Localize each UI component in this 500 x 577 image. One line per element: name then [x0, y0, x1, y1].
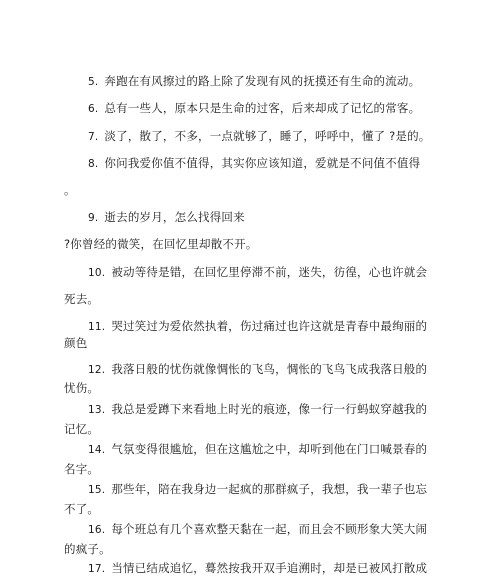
- item-number: 10.: [88, 267, 106, 279]
- item-number: 17.: [88, 563, 106, 575]
- item-text: 哭过笑过为爱依然执着，伤过痛过也许这就是青春中最绚丽的: [111, 319, 428, 333]
- item-text: 每个班总有几个喜欢整天黏在一起，而且会不顾形象大笑大闹: [111, 522, 428, 536]
- item-number: 16.: [88, 524, 106, 536]
- item-continuation: 忧伤。: [64, 381, 100, 395]
- item-text: 奔跑在有风擦过的路上除了发现有风的抚摸还有生命的流动。: [104, 74, 421, 88]
- item-continuation: 记忆。: [64, 422, 100, 436]
- list-item: [88, 264, 427, 281]
- item-number: 8.: [88, 158, 99, 170]
- item-continuation: ?你曾经的微笑，在回忆里却散不开。: [64, 237, 258, 251]
- item-continuation: 的疯子。: [64, 542, 111, 556]
- item-text: 淡了，散了，不多，一点就够了，睡了，呼呼中，懂了 ?是的。: [104, 129, 431, 143]
- list-item: [88, 401, 427, 418]
- item-continuation: 。: [64, 183, 76, 197]
- item-text: 我总是爱蹲下来看地上时光的痕迹，像一行一行蚂蚁穿越我的: [111, 402, 428, 416]
- item-continuation: 名字。: [64, 462, 100, 476]
- item-continuation: 颜色: [64, 336, 88, 350]
- item-text: 你问我爱你值不值得，其实你应该知道，爱就是不问值不值得: [104, 156, 421, 170]
- item-continuation: 不了。: [64, 502, 100, 516]
- item-text: 当情已结成追忆，蓦然按我开双手追溯时，却是已被风打散成: [111, 561, 428, 575]
- list-item: [88, 73, 420, 90]
- item-text: 逝去的岁月，怎么找得回来: [104, 210, 245, 224]
- item-number: 13.: [88, 404, 106, 416]
- list-item: [88, 521, 427, 538]
- item-text: 气氛变得很尴尬，但在这尴尬之中，却听到他在门口喊景春的: [111, 442, 428, 456]
- list-item: [88, 318, 427, 335]
- list-item: [88, 100, 420, 117]
- list-item: [88, 560, 427, 577]
- item-text: 我落日般的忧伤就像惆怅的飞鸟，惆怅的飞鸟飞成我落日般的: [111, 362, 428, 376]
- list-item: [88, 128, 430, 145]
- list-item: [88, 441, 427, 458]
- list-item: [88, 155, 420, 172]
- item-text: 总有一些人，原本只是生命的过客，后来却成了记忆的常客。: [104, 101, 421, 115]
- item-number: 14.: [88, 444, 106, 456]
- item-continuation: 死去。: [64, 292, 100, 306]
- item-number: 11.: [88, 321, 106, 333]
- item-text: 被动等待是错，在回忆里停滞不前，迷失，彷徨，心也许就会: [111, 265, 428, 279]
- item-number: 7.: [88, 131, 99, 143]
- item-text: 那些年，陪在我身边一起疯的那群疯子，我想，我一辈子也忘: [111, 482, 428, 496]
- item-number: 6.: [88, 103, 99, 115]
- list-item: [88, 481, 427, 498]
- item-number: 12.: [88, 364, 106, 376]
- list-item: [88, 361, 427, 378]
- item-number: 9.: [88, 212, 99, 224]
- item-number: 15.: [88, 484, 106, 496]
- item-number: 5.: [88, 76, 99, 88]
- list-item: [88, 209, 245, 226]
